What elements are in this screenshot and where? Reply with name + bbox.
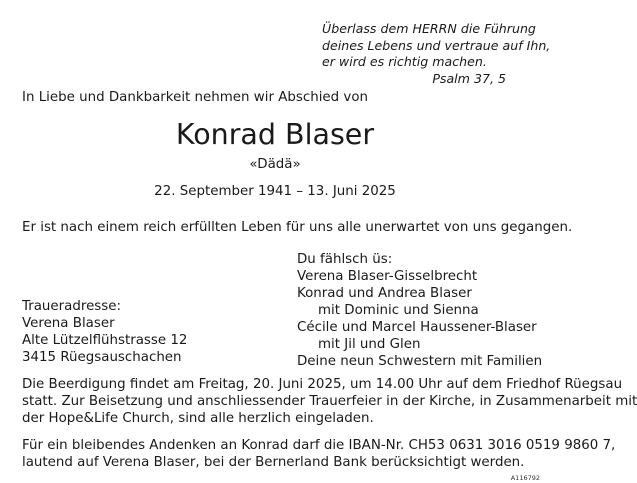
- address-line: Alte Lützelflühstrasse 12: [22, 333, 188, 348]
- verse-line: er wird es richtig machen.: [322, 54, 487, 70]
- mourner-line: mit Dominic und Sienna: [318, 303, 479, 318]
- funeral-info: [22, 376, 637, 427]
- deceased-name: Konrad Blaser: [175, 118, 375, 151]
- mourner-line: mit Jil und Glen: [318, 337, 421, 352]
- intro-text: In Liebe und Dankbarkeit nehmen wir Abschied von: [22, 90, 369, 105]
- deceased-nickname: «Dädä»: [249, 157, 301, 172]
- verse-line: Überlass dem HERRN die Führung: [322, 21, 536, 36]
- lead-text: Er ist nach einem reich erfüllten Leben für uns alle unerwartet von uns gegangen.: [22, 220, 573, 235]
- mourners-list: [297, 251, 542, 370]
- address-label: Traueradresse:: [22, 299, 122, 314]
- bible-verse: [322, 21, 551, 87]
- funeral-line: der Hope&Life Church, sind alle herzlich eingeladen.: [22, 411, 374, 426]
- mourner-line: Deine neun Schwestern mit Familien: [297, 354, 543, 369]
- mourner-line: Cécile und Marcel Haussener-Blaser: [297, 320, 537, 335]
- ad-code: A116792: [510, 474, 540, 482]
- mourners-heading: Du fählsch üs:: [297, 252, 393, 267]
- mourning-address: [22, 298, 187, 366]
- donation-line: Für ein bleibendes Andenken an Konrad darf die IBAN-Nr. CH53 0631 3016 0519 9860 7,: [22, 438, 616, 453]
- address-line: 3415 Rüegsauschachen: [22, 350, 182, 365]
- address-line: Verena Blaser: [22, 316, 115, 331]
- verse-line: deines Lebens und vertraue auf Ihn,: [322, 37, 551, 53]
- mourner-line: Konrad und Andrea Blaser: [297, 286, 472, 301]
- mourner-line: Verena Blaser-Gisselbrecht: [297, 269, 478, 284]
- donation-info: [22, 437, 616, 471]
- verse-reference: Psalm 37, 5: [432, 70, 506, 86]
- donation-line: lautend auf Verena Blaser, bei der Bernerland Bank berücksichtigt werden.: [22, 455, 525, 470]
- funeral-line: statt. Zur Beisetzung und anschliessender Trauerfeier in der Kirche, in Zusammenarbeit mit: [22, 394, 637, 409]
- life-dates: 22. September 1941 – 13. Juni 2025: [154, 184, 396, 199]
- funeral-line: Die Beerdigung findet am Freitag, 20. Juni 2025, um 14.00 Uhr auf dem Friedhof Rüegsau: [22, 377, 623, 392]
